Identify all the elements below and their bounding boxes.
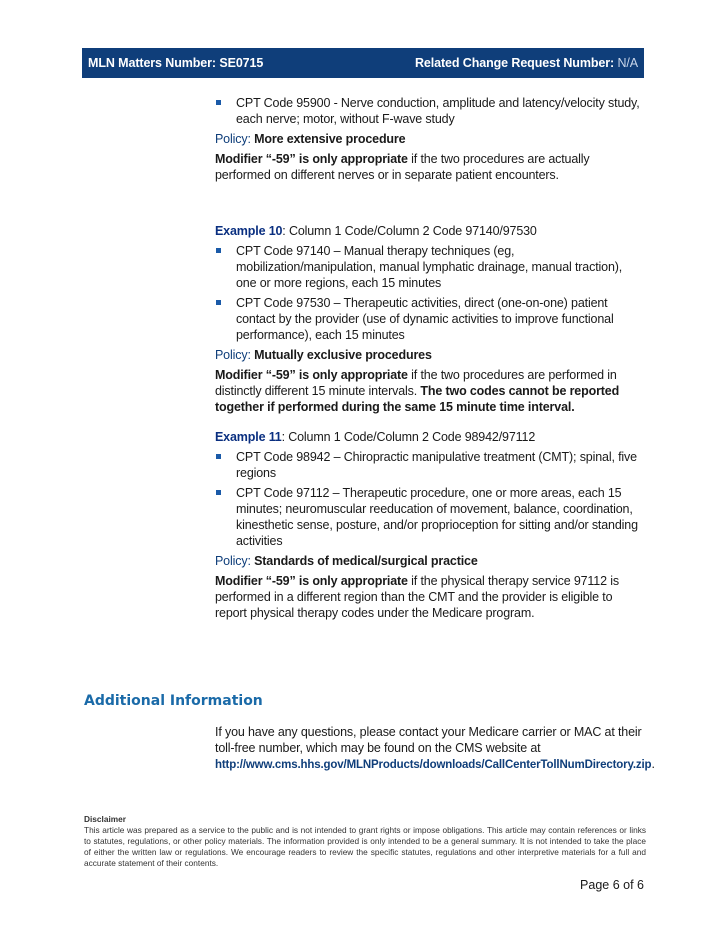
square-bullet-icon xyxy=(216,490,221,495)
document-header-bar xyxy=(82,48,644,78)
list-item xyxy=(215,449,645,481)
policy-label: Policy: xyxy=(215,132,251,146)
additional-information-text: If you have any questions, please contact your Medicare carrier or MAC at their toll-free number, which may be found on the CMS website at xyxy=(215,725,642,755)
sentence-period: . xyxy=(651,757,655,771)
disclaimer xyxy=(84,814,646,869)
example-text: : Column 1 Code/Column 2 Code 97140/97530 xyxy=(282,224,537,238)
list-item xyxy=(215,95,645,127)
modifier-text: if the physical therapy service 97112 is performed in a different region than the CMT and the provider is eligible to report physical therapy codes under the Medicare program. xyxy=(215,574,619,620)
disclaimer-title: Disclaimer xyxy=(84,814,126,824)
bullet-text: CPT Code 97140 – Manual therapy techniques (eg, mobilization/manipulation, manual lymphatic drainage, manual traction), one or more regions, each 15 minutes xyxy=(236,244,623,290)
policy-value: More extensive procedure xyxy=(254,132,406,146)
square-bullet-icon xyxy=(216,100,221,105)
policy-line xyxy=(215,347,645,363)
main-content xyxy=(215,95,645,621)
square-bullet-icon xyxy=(216,300,221,305)
example-text: : Column 1 Code/Column 2 Code 98942/97112 xyxy=(281,430,536,444)
policy-line xyxy=(215,553,645,569)
policy-value: Standards of medical/surgical practice xyxy=(254,554,478,568)
list-item xyxy=(215,243,645,291)
bullet-text: CPT Code 95900 - Nerve conduction, amplitude and latency/velocity study, each nerve; motor, without F-wave study xyxy=(236,96,640,126)
modifier-bold: Modifier “-59” is only appropriate xyxy=(215,574,408,588)
example-label: Example 11 xyxy=(215,430,282,444)
modifier-bold: Modifier “-59” is only appropriate xyxy=(215,368,408,382)
policy-value: Mutually exclusive procedures xyxy=(254,348,432,362)
policy-line xyxy=(215,131,645,147)
policy-label: Policy: xyxy=(215,554,251,568)
bullet-text: CPT Code 98942 – Chiropractic manipulative treatment (CMT); spinal, five regions xyxy=(236,450,637,480)
additional-information-heading: Additional Information xyxy=(84,693,263,709)
square-bullet-icon xyxy=(216,454,221,459)
example-11-heading xyxy=(215,429,645,445)
modifier-paragraph xyxy=(215,151,645,183)
call-center-directory-link[interactable]: http://www.cms.hhs.gov/MLNProducts/downloads/CallCenterTollNumDirectory.zip xyxy=(215,759,652,771)
policy-label: Policy: xyxy=(215,348,251,362)
related-change-request-value: N/A xyxy=(617,56,638,70)
modifier-text: if the two procedures are performed in distinctly different 15 minute intervals. xyxy=(215,368,617,398)
bullet-text: CPT Code 97530 – Therapeutic activities, direct (one-on-one) patient contact by the provider (use of dynamic activities to improve functional performance), each 15 minutes xyxy=(236,296,614,342)
modifier-bold-warning: The two codes cannot be reported together if performed during the same 15 minute time interval. xyxy=(215,384,620,414)
example-10-heading xyxy=(215,223,645,239)
bullet-text: CPT Code 97112 – Therapeutic procedure, one or more areas, each 15 minutes; neuromuscular reeducation of movement, balance, coordination, kinesthetic sense, posture, and/or proprioception for sitting and/or standing activities xyxy=(236,486,638,548)
modifier-paragraph xyxy=(215,367,645,415)
example-label: Example 10 xyxy=(215,224,283,238)
modifier-bold: Modifier “-59” is only appropriate xyxy=(215,152,408,166)
disclaimer-text: This article was prepared as a service to the public and is not intended to grant rights or impose obligations. This article may contain references or links to statutes, regulations, or other policy materials. The information provided is only intended to be a general summary. It is not intended to take the place of either the written law or regulations. We encourage readers to review the specific statutes, regulations and other interpretive materials for a full and accurate statement of their contents. xyxy=(84,825,646,868)
page-number: Page 6 of 6 xyxy=(580,878,644,892)
additional-information-body xyxy=(215,724,655,773)
related-change-request-label: Related Change Request Number: xyxy=(414,56,615,70)
modifier-text: if the two procedures are actually performed on different nerves or in separate patient encounters. xyxy=(215,152,590,182)
list-item xyxy=(215,485,645,549)
related-change-request xyxy=(415,56,638,70)
modifier-paragraph xyxy=(215,573,645,621)
square-bullet-icon xyxy=(216,248,221,253)
list-item xyxy=(215,295,645,343)
mln-matters-number: MLN Matters Number: SE0715 xyxy=(88,56,264,70)
